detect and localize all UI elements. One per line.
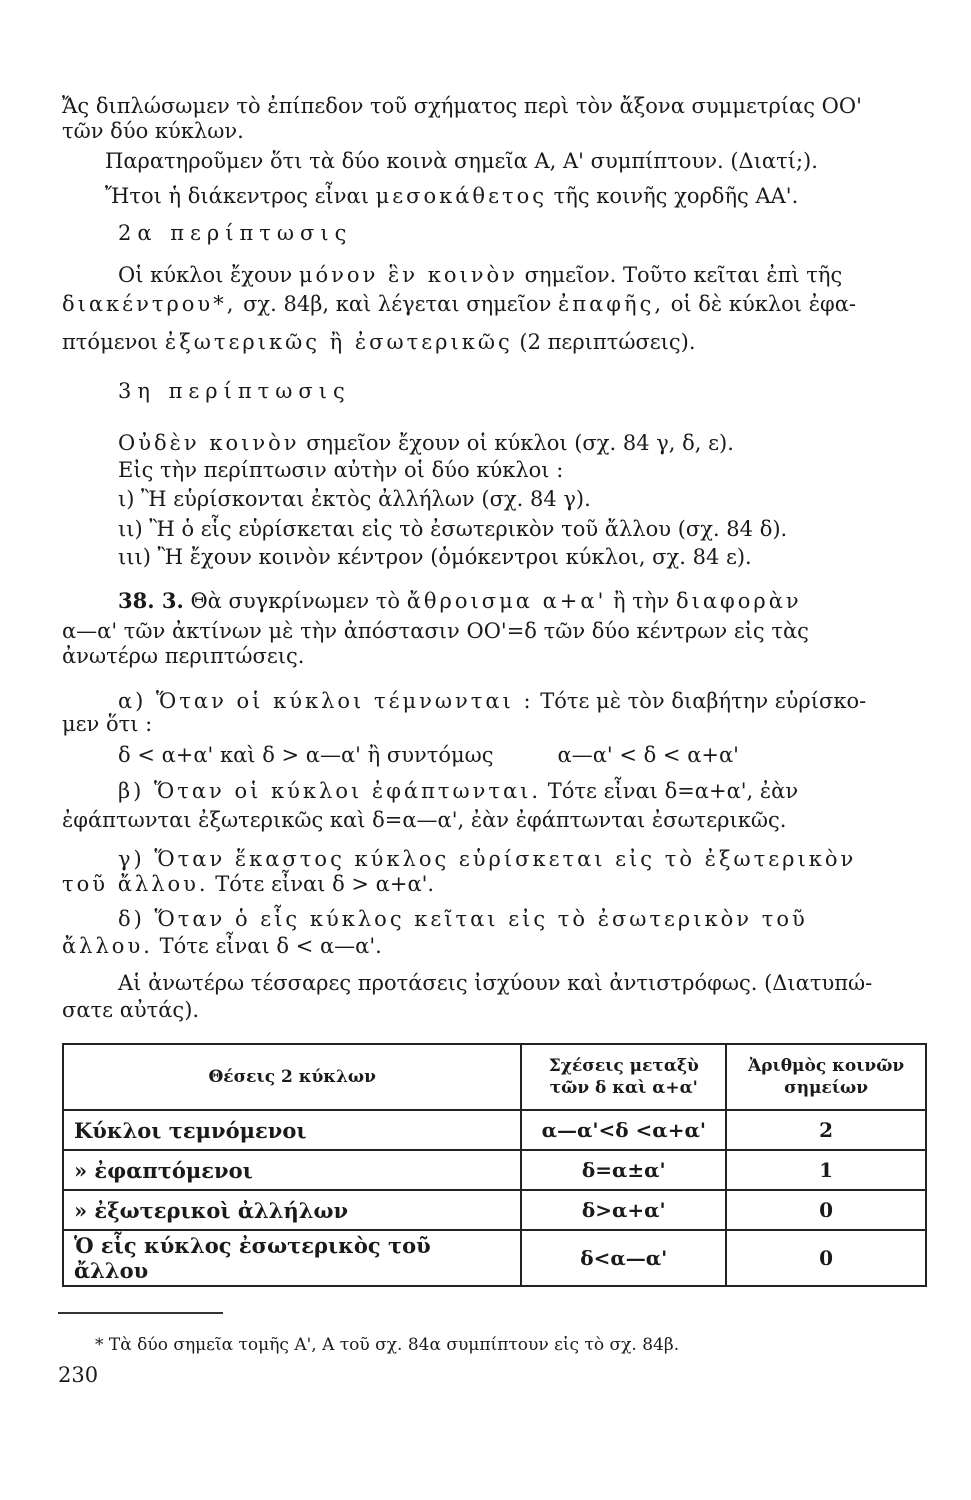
list-item: ιιι) Ἢ ἔχουν κοινὸν κέντρον (ὁμόκεντροι κύκλοι, σχ. 84 ε). bbox=[118, 545, 752, 569]
para-line: ἀνωτέρω περιπτώσεις. bbox=[62, 644, 305, 668]
column-header: Ἀριθμὸς κοινῶν σημείων bbox=[726, 1044, 926, 1110]
position-cell: Ὁ εἷς κύκλος ἐσωτερικὸς τοῦ ἄλλου bbox=[63, 1230, 521, 1286]
para-line: Εἰς τὴν περίπτωσιν αὐτὴν οἱ δύο κύκλοι : bbox=[118, 458, 564, 482]
footnote-rule bbox=[58, 1312, 223, 1314]
position-cell: » ἐφαπτόμενοι bbox=[63, 1150, 521, 1190]
relation-cell: δ>α+α' bbox=[521, 1190, 726, 1230]
count-cell: 0 bbox=[726, 1190, 926, 1230]
para-line: σατε αὐτάς). bbox=[62, 998, 200, 1022]
formula-line: δ < α+α' καὶ δ > α—α' ἢ συντόμως α—α' < δ < α+α' bbox=[118, 743, 739, 767]
table-row bbox=[63, 1190, 926, 1230]
para-line: τοῦ ἄλλου. Τότε εἶναι δ > α+α'. bbox=[62, 872, 435, 896]
page-number: 230 bbox=[58, 1363, 99, 1387]
para-line: Παρατηροῦμεν ὅτι τὰ δύο κοινὰ σημεῖα Α, Α' συμπίπτουν. (Διατί;). bbox=[105, 149, 818, 173]
list-item: ι) Ἢ εὑρίσκονται ἐκτὸς ἀλλήλων (σχ. 84 γ). bbox=[118, 487, 591, 511]
para-line: Οἱ κύκλοι ἔχουν μόνον ἓν κοινὸν σημεῖον. Τοῦτο κεῖται ἐπὶ τῆς bbox=[118, 263, 843, 287]
table-header-row bbox=[63, 1044, 926, 1110]
para-line: Οὐδὲν κοινὸν σημεῖον ἔχουν οἱ κύκλοι (σχ. 84 γ, δ, ε). bbox=[118, 431, 734, 455]
column-header: Θέσεις 2 κύκλων bbox=[63, 1044, 521, 1110]
footnote: * Τὰ δύο σημεῖα τομῆς Α', Α τοῦ σχ. 84α συμπίπτουν εἰς τὸ σχ. 84β. bbox=[95, 1335, 680, 1355]
count-cell: 1 bbox=[726, 1150, 926, 1190]
list-item: ιι) Ἢ ὁ εἷς εὑρίσκεται εἰς τὸ ἐσωτερικὸν τοῦ ἄλλου (σχ. 84 δ). bbox=[118, 517, 788, 541]
para-line: ἐφάπτωνται ἐξωτερικῶς καὶ δ=α—α', ἐὰν ἐφάπτωνται ἐσωτερικῶς. bbox=[62, 808, 787, 832]
para-line: Ἤτοι ἡ διάκεντρος εἶναι μεσοκάθετος τῆς κοινῆς χορδῆς ΑΑ'. bbox=[105, 184, 799, 208]
table-row bbox=[63, 1110, 926, 1150]
para-line: β) Ὅταν οἱ κύκλοι ἐφάπτωνται. Τότε εἶναι δ=α+α', ἐὰν bbox=[118, 779, 799, 803]
case-heading: 2α περίπτωσις bbox=[118, 221, 353, 245]
para-line: ἄλλου. Τότε εἶναι δ < α—α'. bbox=[62, 934, 382, 958]
para-line: τῶν δύο κύκλων. bbox=[62, 119, 244, 143]
para-line: α) Ὅταν οἱ κύκλοι τέμνωνται : Τότε μὲ τὸν διαβήτην εὑρίσκο- bbox=[118, 689, 867, 713]
para-line: πτόμενοι ἐξωτερικῶς ἢ ἐσωτερικῶς (2 περιπτώσεις). bbox=[62, 330, 696, 354]
para-line: διακέντρου*, σχ. 84β, καὶ λέγεται σημεῖον ἐπαφῆς, οἱ δὲ κύκλοι ἐφα- bbox=[62, 292, 856, 316]
relation-cell: δ<α—α' bbox=[521, 1230, 726, 1286]
para-line: 38. 3. Θὰ συγκρίνωμεν τὸ ἄθροισμα α+α' ἢ τὴν διαφορὰν bbox=[118, 588, 802, 613]
position-cell: » ἐξωτερικοὶ ἀλλήλων bbox=[63, 1190, 521, 1230]
position-cell: Κύκλοι τεμνόμενοι bbox=[63, 1110, 521, 1150]
para-line: δ) Ὅταν ὁ εἷς κύκλος κεῖται εἰς τὸ ἐσωτερικὸν τοῦ bbox=[118, 907, 808, 931]
count-cell: 0 bbox=[726, 1230, 926, 1286]
circle-positions-table bbox=[62, 1043, 927, 1287]
table-row bbox=[63, 1230, 926, 1286]
column-header: Σχέσεις μεταξὺ τῶν δ καὶ α+α' bbox=[521, 1044, 726, 1110]
relation-cell: δ=α±α' bbox=[521, 1150, 726, 1190]
table-row bbox=[63, 1150, 926, 1190]
para-line: Αἱ ἀνωτέρω τέσσαρες προτάσεις ἰσχύουν καὶ ἀντιστρόφως. (Διατυπώ- bbox=[118, 971, 873, 995]
para-line: Ἄς διπλώσωμεν τὸ ἐπίπεδον τοῦ σχήματος περὶ τὸν ἄξονα συμμετρίας ΟΟ' bbox=[62, 94, 862, 118]
count-cell: 2 bbox=[726, 1110, 926, 1150]
para-line: α—α' τῶν ἀκτίνων μὲ τὴν ἀπόστασιν ΟΟ'=δ τῶν δύο κέντρων εἰς τὰς bbox=[62, 619, 809, 643]
relation-cell: α—α'<δ <α+α' bbox=[521, 1110, 726, 1150]
para-line: γ) Ὅταν ἕκαστος κύκλος εὑρίσκεται εἰς τὸ ἐξωτερικὸν bbox=[118, 847, 857, 871]
para-line: μεν ὅτι : bbox=[62, 712, 153, 736]
case-heading: 3η περίπτωσις bbox=[118, 379, 351, 403]
